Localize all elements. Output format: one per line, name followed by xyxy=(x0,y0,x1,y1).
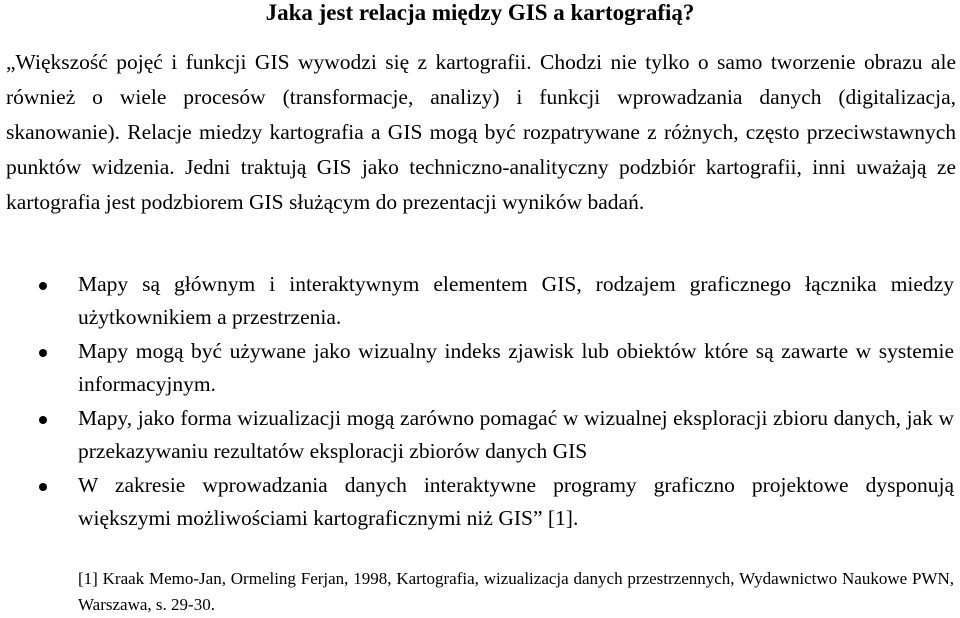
intro-paragraph: „Większość pojęć i funkcji GIS wywodzi się z kartografii. Chodzi nie tylko o samo tworzenie obrazu ale również o wiele procesów (transformacje, analizy) i funkcji wprowadzania danych (digitalizacja, skanowanie). Relacje miedzy kartografia a GIS mogą być rozpatrywane z różnych, często przeciwstawnych punktów widzenia. Jedni traktują GIS jako techniczno-analityczny podzbiór kartografii, inni uważają ze kartografia jest podzbiorem GIS służącym do prezentacji wyników badań. xyxy=(6,50,956,214)
bullet-icon xyxy=(39,483,47,491)
bullet-list xyxy=(0,268,960,536)
bullet-icon xyxy=(39,282,47,290)
bullet-text: W zakresie wprowadzania danych interaktywne programy graficzno projektowe dysponują większymi możliwościami kartograficznymi niż GIS” [1]. xyxy=(78,473,954,530)
bullet-icon xyxy=(39,349,47,357)
footnote: [1] Kraak Memo-Jan, Ormeling Ferjan, 1998, Kartografia, wizualizacja danych przestrzennych, Wydawnictwo Naukowe PWN, Warszawa, s. 29-30. xyxy=(78,569,954,614)
bullet-item xyxy=(0,402,960,467)
bullet-item xyxy=(0,335,960,400)
bullet-item xyxy=(0,469,960,534)
bullet-text: Mapy mogą być używane jako wizualny indeks zjawisk lub obiektów które są zawarte w systemie informacyjnym. xyxy=(78,339,954,396)
bullet-text: Mapy, jako forma wizualizacji mogą zarówno pomagać w wizualnej eksploracji zbioru danych, jak w przekazywaniu rezultatów eksploracji zbiorów danych GIS xyxy=(78,406,954,463)
page-title: Jaka jest relacja między GIS a kartografią? xyxy=(265,0,695,25)
bullet-item xyxy=(0,268,960,333)
bullet-icon xyxy=(39,416,47,424)
bullet-text: Mapy są głównym i interaktywnym elementem GIS, rodzajem graficznego łącznika miedzy użytkownikiem a przestrzenia. xyxy=(78,272,954,329)
